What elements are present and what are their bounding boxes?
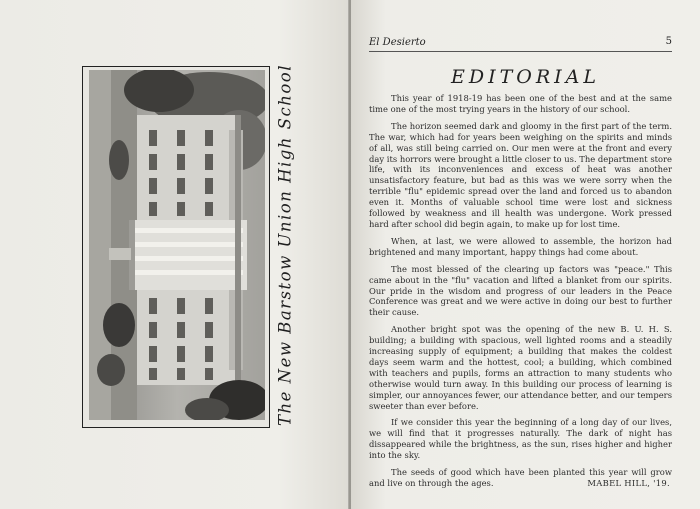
running-head: El Desierto: [369, 37, 426, 48]
paragraph: The horizon seemed dark and gloomy in the first part of the term. The war, which had for years been weighing on the spirits and minds of all, was still being carried on. Our men were at the front and every day its horrors were brought a little closer to us. The department store life, with its inconveniences and excess of heat was another unsatisfactory feature, but bad as this was we were sorry when the terrible "flu" epidemic spread over the land and forced us to abandon even it. Months of valuable school time were lost and sickness followed by weakness and ill health was undergone. Work pressed hard after school did begin again, to make up for lost time.: [369, 120, 672, 229]
paragraph: The most blessed of the clearing up factors was "peace." This came about in the "flu" vacation and lifted a blanket from our spirits. Our pride in the wisdom and progress of our leaders in the Peace Conference was great and we were active in doing our best to further their cause.: [369, 263, 672, 318]
paragraph: If we consider this year the beginning of a long day of our lives, we will find that it progresses naturally. The dark of night has dissappeared while the brightness, as the sun, rises higher and higher into the sky.: [369, 417, 672, 461]
author-signature: MABEL HILL, '19.: [587, 478, 670, 488]
right-page: [351, 0, 700, 509]
caption-text: The New Barstow Union High School: [275, 64, 295, 426]
editorial-body: [369, 93, 672, 495]
final-paragraph: [369, 467, 672, 489]
paragraph-text: The seeds of good which have been planted this year will grow and live on through the ages.: [369, 467, 672, 488]
photo-plate: [82, 66, 270, 428]
editorial-title: EDITORIAL: [450, 66, 600, 88]
header-rule: [369, 51, 672, 52]
school-building-photo: [89, 70, 265, 420]
paragraph: This year of 1918-19 has been one of the best and at the same time one of the most trying years in the history of our school.: [369, 93, 672, 114]
page-number: 5: [665, 36, 672, 47]
photo-caption: [260, 60, 310, 430]
paragraph: Another bright spot was the opening of the new B. U. H. S. building; a building with spacious, well lighted rooms and a steadily increasing supply of equipment; a building that makes the coldest days seem warm and the hottest, cool; a building, which combined with teachers and pupils, forms an attraction to many students who otherwise would turn away. In this building our process of learning is simpler, our annoyances fewer, our attendance better, and our tempers sweeter than ever before.: [369, 324, 672, 411]
school-building-illustration: [89, 70, 265, 420]
left-page: [0, 0, 349, 509]
paragraph: When, at last, we were allowed to assemble, the horizon had brightened and many important, happy things had come about.: [369, 235, 672, 257]
